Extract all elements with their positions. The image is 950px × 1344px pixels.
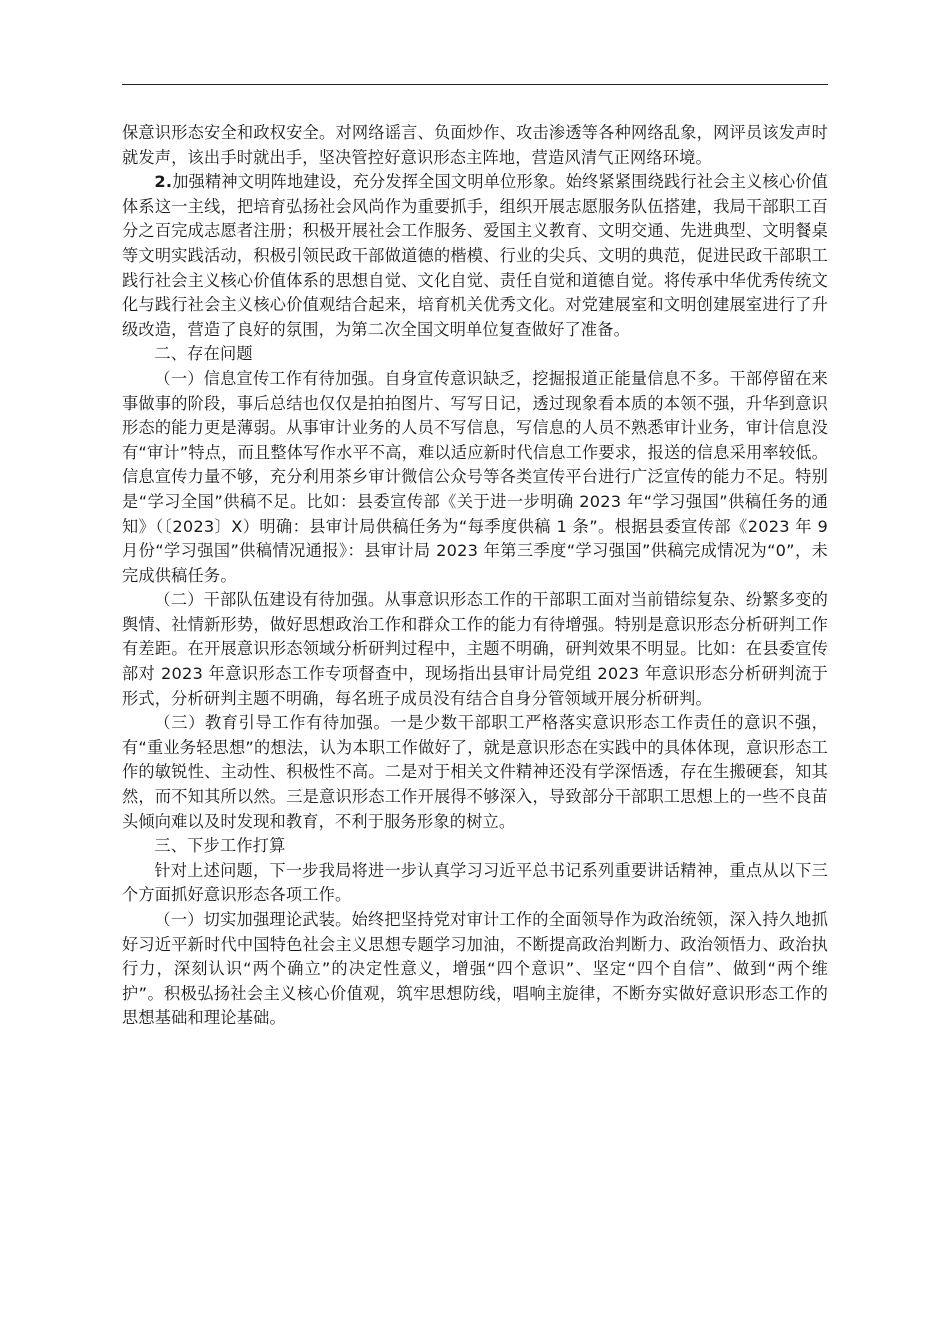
- paragraph-problem-1: （一）信息宣传工作有待加强。自身宣传意识缺乏，挖掘报道正能量信息不多。干部停留在来事做事的阶段，事后总结也仅仅是拍拍图片、写写日记，透过现象看本质的本领不强，升华到意识形态的能力更是薄弱。从事审计业务的人员不写信息，写信息的人员不熟悉审计业务，审计信息没有“审计”特点，而且整体写作水平不高，难以适应新时代信息工作要求，报送的信息采用率较低。信息宣传力量不够，充分利用茶乡审计微信公众号等各类宣传平台进行广泛宣传的能力不足。特别是“学习全国”供稿不足。比如：县委宣传部《关于进一步明确 2023 年“学习强国”供稿任务的通知》（〔2023〕X）明确：县审计局供稿任务为“每季度供稿 1 条”。根据县委宣传部《2023 年 9 月份“学习强国”供稿情况通报》：县审计局 2023 年第三季度“学习强国”供稿完成情况为“0”，未完成供稿任务。: [122, 368, 828, 585]
- header-rule: [122, 84, 828, 85]
- paragraph-continuation: 保意识形态安全和政权安全。对网络谣言、负面炒作、攻击渗透等各种网络乱象，网评员该发声时就发声，该出手时就出手，坚决管控好意识形态主阵地，营造风清气正网络环境。: [122, 123, 828, 167]
- paragraph-next-step-1: （一）切实加强理论武装。始终把坚持党对审计工作的全面领导作为政治统领，深入持久地抓好习近平新时代中国特色社会主义思想专题学习加油，不断提高政治判断力、政治领悟力、政治执行力，深刻认识“两个确立”的决定性意义，增强“四个意识”、坚定“四个自信”、做到“两个维护”。积极弘扬社会主义核心价值观，筑牢思想防线，唱响主旋律，不断夯实做好意识形态工作的思想基础和理论基础。: [122, 910, 828, 1028]
- paragraph-item-2: [122, 170, 828, 342]
- section-heading-problems: 二、存在问题: [154, 344, 253, 364]
- item-number: 2.: [154, 172, 173, 192]
- paragraph-next-steps-intro: 针对上述问题，下一步我局将进一步认真学习习近平总书记系列重要讲话精神，重点从以下三个方面抓好意识形态各项工作。: [122, 860, 828, 905]
- paragraph-problem-2: （二）干部队伍建设有待加强。从事意识形态工作的干部职工面对当前错综复杂、纷繁多变的舆情、社情新形势，做好思想政治工作和群众工作的能力有待增强。特别是意识形态分析研判工作有差距。在开展意识形态领域分析研判过程中，主题不明确，研判效果不明显。比如：在县委宣传部对 2023 年意识形态工作专项督查中，现场指出县审计局党组 2023 年意识形态分析研判流于形式，分析研判主题不明确，每名班子成员没有结合自身分管领域开展分析研判。: [122, 590, 828, 708]
- section-heading-next-steps: 三、下步工作打算: [154, 836, 286, 856]
- paragraph-problem-3: （三）教育引导工作有待加强。一是少数干部职工严格落实意识形态工作责任的意识不强，有“重业务轻思想”的想法，认为本职工作做好了，就是意识形态在实践中的具体体现，意识形态工作的敏锐性、主动性、积极性不高。二是对于相关文件精神还没有学深悟透，存在生搬硬套，知其然，而不知其所以然。三是意识形态工作开展得不够深入，导致部分干部职工思想上的一些不良苗头倾向难以及时发现和教育，不利于服务形象的树立。: [122, 713, 828, 831]
- item-text: 加强精神文明阵地建设，充分发挥全国文明单位形象。始终紧紧围绕践行社会主义核心价值体系这一主线，把培育弘扬社会风尚作为重要抓手，组织开展志愿服务队伍搭建，我局干部职工百分之百完成志愿者注册；积极开展社会工作服务、爱国主义教育、文明交通、先进典型、文明餐桌等文明实践活动，积极引领民政干部做道德的楷模、行业的尖兵、文明的典范，促进民政干部职工践行社会主义核心价值体系的思想自觉、文化自觉、责任自觉和道德自觉。将传承中华优秀传统文化与践行社会主义核心价值观结合起来，培育机关优秀文化。对党建展室和文明创建展室进行了升级改造，营造了良好的氛围，为第二次全国文明单位复查做好了准备。: [122, 172, 828, 339]
- document-body: [122, 121, 828, 1031]
